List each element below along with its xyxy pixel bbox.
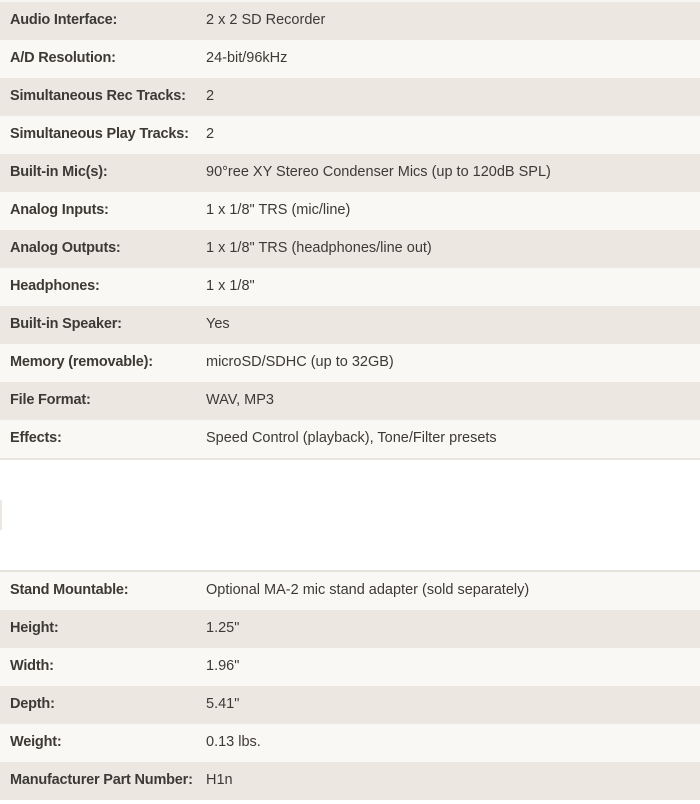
spec-label: Manufacturer Part Number: — [10, 772, 193, 789]
spec-value: Yes — [206, 316, 230, 333]
spec-value: 1.25" — [206, 620, 240, 637]
spec-value: 0.13 lbs. — [206, 734, 261, 751]
spec-label: Simultaneous Play Tracks: — [10, 126, 189, 143]
spec-label: Memory (removable): — [10, 354, 153, 371]
spec-label: Weight: — [10, 734, 62, 751]
spec-label: Simultaneous Rec Tracks: — [10, 88, 186, 105]
spec-label: A/D Resolution: — [10, 50, 116, 67]
spec-row — [0, 762, 700, 800]
spec-row — [0, 724, 700, 762]
spec-row — [0, 40, 700, 78]
spec-label: Analog Outputs: — [10, 240, 121, 257]
spec-value: Speed Control (playback), Tone/Filter presets — [206, 430, 497, 447]
spec-value: 5.41" — [206, 696, 240, 713]
spec-value: 90°ree XY Stereo Condenser Mics (up to 120dB SPL) — [206, 164, 551, 181]
spec-row — [0, 382, 700, 420]
spec-row — [0, 344, 700, 382]
spec-row — [0, 420, 700, 458]
spec-label: Built-in Mic(s): — [10, 164, 108, 181]
spec-row — [0, 154, 700, 192]
left-edge-strip — [0, 500, 2, 530]
spec-value: 24-bit/96kHz — [206, 50, 288, 67]
spec-label: Analog Inputs: — [10, 202, 109, 219]
spec-row — [0, 230, 700, 268]
spec-row — [0, 306, 700, 344]
spec-label: Headphones: — [10, 278, 100, 295]
spec-row — [0, 686, 700, 724]
bottom-spacer — [0, 800, 700, 804]
spec-value: H1n — [206, 772, 233, 789]
spec-value: 1.96" — [206, 658, 240, 675]
spec-value: Optional MA-2 mic stand adapter (sold separately) — [206, 582, 530, 599]
spec-row — [0, 116, 700, 154]
spec-row — [0, 2, 700, 40]
spec-row — [0, 78, 700, 116]
spec-value: 1 x 1/8" TRS (mic/line) — [206, 202, 351, 219]
spec-row — [0, 192, 700, 230]
spec-value: 2 — [206, 88, 215, 105]
spec-value: 2 — [206, 126, 215, 143]
spec-table-physical — [0, 570, 700, 800]
spec-label: Stand Mountable: — [10, 582, 129, 599]
spec-value: WAV, MP3 — [206, 392, 274, 409]
spec-row — [0, 268, 700, 306]
spec-label: Effects: — [10, 430, 62, 447]
spec-value: 2 x 2 SD Recorder — [206, 12, 326, 29]
spec-row — [0, 648, 700, 686]
spec-value: microSD/SDHC (up to 32GB) — [206, 354, 394, 371]
spec-label: Built-in Speaker: — [10, 316, 122, 333]
spec-label: Depth: — [10, 696, 55, 713]
spec-value: 1 x 1/8" TRS (headphones/line out) — [206, 240, 432, 257]
spec-label: Width: — [10, 658, 54, 675]
spec-label: File Format: — [10, 392, 91, 409]
spec-row — [0, 610, 700, 648]
spec-label: Height: — [10, 620, 59, 637]
section-gap — [0, 460, 700, 570]
spec-row — [0, 572, 700, 610]
spec-value: 1 x 1/8" — [206, 278, 255, 295]
spec-label: Audio Interface: — [10, 12, 118, 29]
